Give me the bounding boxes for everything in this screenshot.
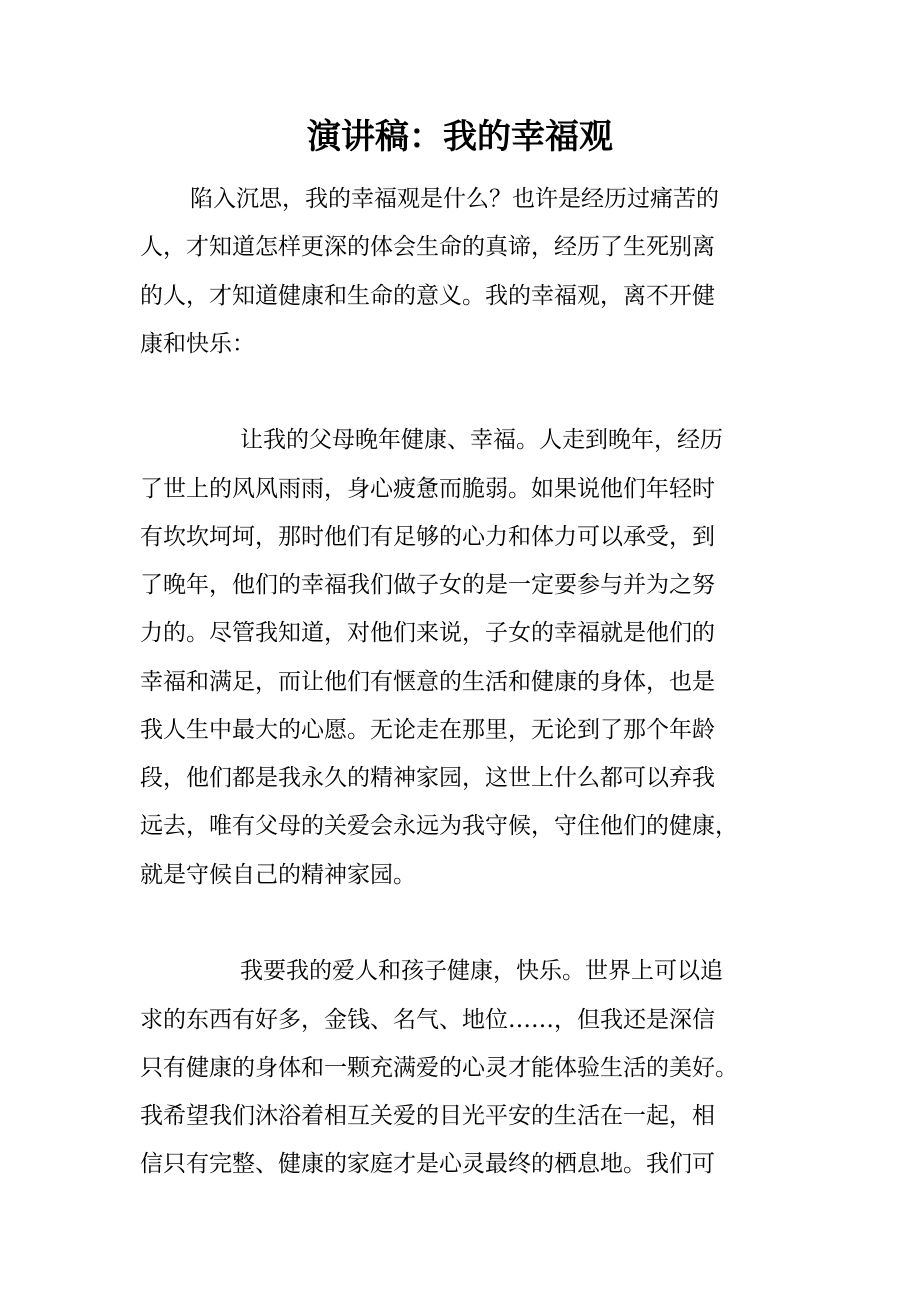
paragraph-2-line-7: 我人生中最大的心愿。无论走在那里，无论到了那个年龄 [140, 717, 715, 743]
paragraph-2-line-9: 远去，唯有父母的关爱会永远为我守候，守住他们的健康， [140, 813, 738, 839]
paragraph-1-line-4: 康和快乐： [140, 331, 255, 357]
paragraph-3-line-4: 我希望我们沐浴着相互关爱的目光平安的生活在一起，相 [140, 1103, 715, 1129]
paragraph-2-line-6: 幸福和满足，而让他们有惬意的生活和健康的身体，也是 [140, 669, 715, 695]
paragraph-2-line-8: 段，他们都是我永久的精神家园，这世上什么都可以弃我 [140, 765, 715, 791]
paragraph-2-line-10: 就是守候自己的精神家园。 [140, 862, 416, 888]
paragraph-2-line-5: 力的。尽管我知道，对他们来说，子女的幸福就是他们的 [140, 620, 715, 646]
paragraph-2-line-1: 让我的父母晚年健康、幸福。人走到晚年，经历 [240, 427, 723, 453]
paragraph-3-line-2: 求的东西有好多，金钱、名气、地位……，但我还是深信 [140, 1007, 715, 1033]
paragraph-3-line-3: 只有健康的身体和一颗充满爱的心灵才能体验生活的美好。 [140, 1055, 738, 1081]
paragraph-2-line-4: 了晚年，他们的幸福我们做子女的是一定要参与并为之努 [140, 572, 715, 598]
paragraph-1-line-3: 的人，才知道健康和生命的意义。我的幸福观，离不开健 [140, 283, 715, 309]
paragraph-2-line-3: 有坎坎坷坷，那时他们有足够的心力和体力可以承受，到 [140, 524, 715, 550]
document-title: 演讲稿：我的幸福观 [307, 117, 613, 157]
paragraph-3-line-1: 我要我的爱人和孩子健康，快乐。世界上可以追 [240, 958, 723, 984]
paragraph-1-line-2: 人，才知道怎样更深的体会生命的真谛，经历了生死别离 [140, 234, 715, 260]
paragraph-1-line-1: 陷入沉思，我的幸福观是什么？也许是经历过痛苦的 [190, 186, 719, 212]
paragraph-3-line-5: 信只有完整、健康的家庭才是心灵最终的栖息地。我们可 [140, 1151, 715, 1177]
paragraph-2-line-2: 了世上的风风雨雨，身心疲惫而脆弱。如果说他们年轻时 [140, 476, 715, 502]
